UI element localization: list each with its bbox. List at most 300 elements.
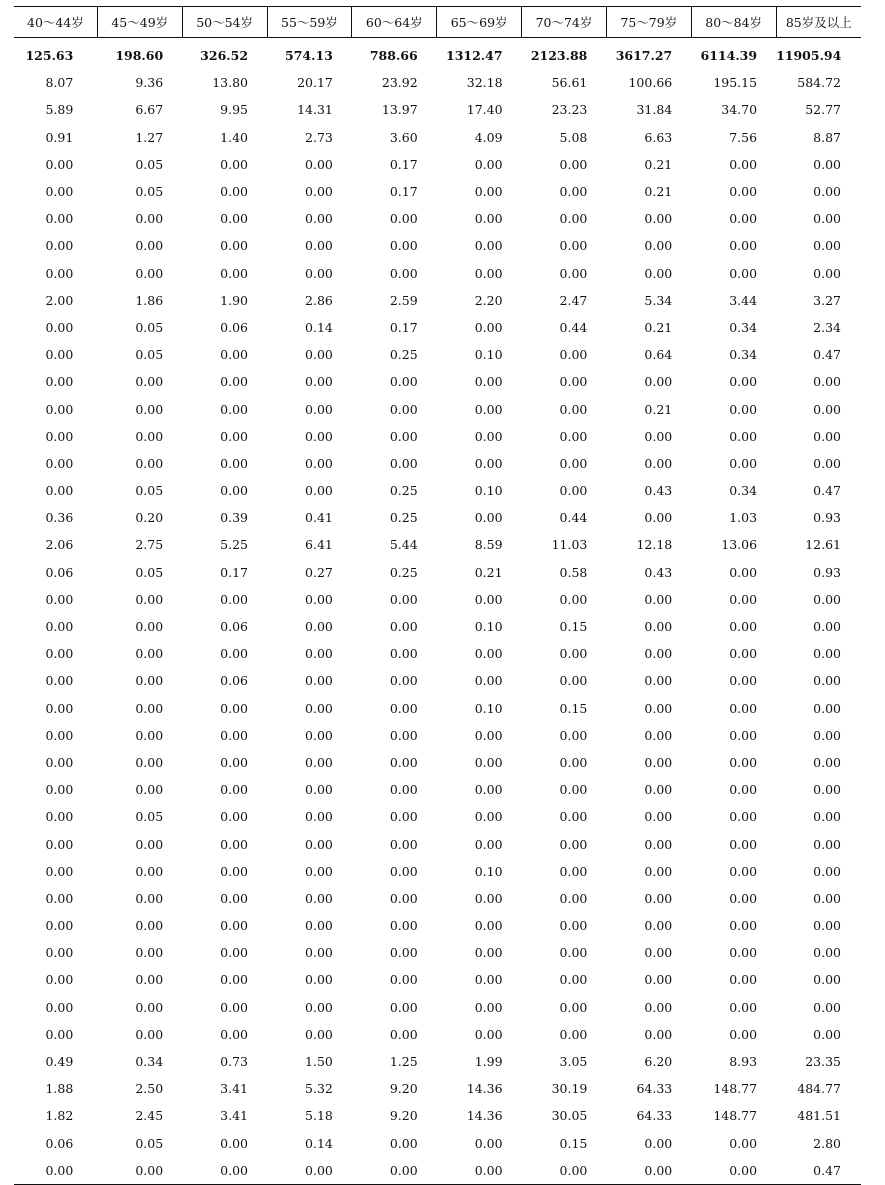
table-cell: 0.00 <box>474 972 503 988</box>
table-row <box>14 613 861 640</box>
table-cell: 0.00 <box>305 374 333 390</box>
table-cell: 0.00 <box>474 782 503 798</box>
table-row <box>14 368 861 395</box>
table-cell: 1312.47 <box>446 48 503 64</box>
table-cell: 0.47 <box>813 347 841 363</box>
table-cell: 8.07 <box>45 75 74 91</box>
table-cell: 0.00 <box>474 1026 503 1042</box>
table-cell: 0.00 <box>220 401 249 417</box>
table-cell: 0.00 <box>135 401 164 417</box>
table-cell: 0.00 <box>813 156 841 172</box>
table-cell: 0.00 <box>45 945 74 961</box>
table-cell: 0.00 <box>729 890 758 906</box>
table-cell: 23.92 <box>381 75 418 91</box>
table-cell: 0.00 <box>729 700 758 716</box>
table-row <box>14 1021 861 1048</box>
table-cell: 0.25 <box>389 510 418 526</box>
table-cell: 5.44 <box>389 537 418 553</box>
table-cell: 0.00 <box>813 401 841 417</box>
table-row <box>14 260 861 287</box>
table-cell: 0.00 <box>389 619 418 635</box>
table-cell: 0.00 <box>45 455 74 471</box>
table-cell: 0.00 <box>45 782 74 798</box>
table-cell: 0.00 <box>474 238 503 254</box>
table-cell: 0.00 <box>559 483 588 499</box>
table-cell: 0.00 <box>606 1157 691 1185</box>
table-cell: 0.00 <box>474 918 503 934</box>
table-cell: 0.00 <box>267 1157 352 1185</box>
table-cell: 0.00 <box>45 211 74 227</box>
table-cell: 481.51 <box>797 1108 841 1124</box>
table-cell: 30.19 <box>551 1081 588 1097</box>
table-cell: 2.86 <box>305 292 333 308</box>
table-cell: 0.00 <box>45 836 74 852</box>
table-body <box>14 38 861 1185</box>
table-cell: 0.00 <box>644 890 673 906</box>
table-cell: 0.00 <box>729 184 758 200</box>
table-cell: 148.77 <box>713 1108 758 1124</box>
table-cell: 198.60 <box>115 48 164 64</box>
table-cell: 0.15 <box>559 700 588 716</box>
table-cell: 0.00 <box>135 1026 164 1042</box>
table-cell: 0.00 <box>559 401 588 417</box>
table-cell: 1.03 <box>729 510 758 526</box>
table-cell: 0.00 <box>135 673 164 689</box>
table-cell: 0.06 <box>45 564 74 580</box>
table-cell: 0.00 <box>813 238 841 254</box>
table-cell: 100.66 <box>628 75 673 91</box>
table-cell: 0.00 <box>522 1157 607 1185</box>
table-cell: 0.00 <box>729 999 758 1015</box>
table-cell: 0.00 <box>644 428 673 444</box>
table-cell: 0.00 <box>305 945 333 961</box>
table-cell: 0.00 <box>813 211 841 227</box>
table-cell: 0.47 <box>776 1157 861 1185</box>
table-cell: 0.41 <box>305 510 333 526</box>
table-cell: 0.00 <box>389 890 418 906</box>
column-header: 65～69岁 <box>437 7 522 38</box>
table-cell: 0.00 <box>45 646 74 662</box>
table-header <box>14 7 861 38</box>
table-row <box>14 1102 861 1129</box>
table-cell: 0.00 <box>559 673 588 689</box>
table-cell: 6.20 <box>644 1054 673 1070</box>
table-cell: 0.00 <box>729 428 758 444</box>
table-cell: 20.17 <box>297 75 333 91</box>
table-cell: 0.14 <box>305 1135 333 1151</box>
table-cell: 0.00 <box>474 836 503 852</box>
table-cell: 1.40 <box>220 129 249 145</box>
table-cell: 0.64 <box>644 347 673 363</box>
table-cell: 0.00 <box>813 646 841 662</box>
table-cell: 0.00 <box>220 184 249 200</box>
table-cell: 0.00 <box>474 184 503 200</box>
table-cell: 0.00 <box>644 918 673 934</box>
table-cell: 0.00 <box>474 945 503 961</box>
table-cell: 0.00 <box>813 1026 841 1042</box>
table-row <box>14 314 861 341</box>
table-cell: 52.77 <box>805 102 841 118</box>
table-cell: 0.05 <box>135 156 164 172</box>
table-cell: 13.06 <box>721 537 758 553</box>
table-cell: 0.00 <box>813 455 841 471</box>
table-cell: 0.00 <box>813 809 841 825</box>
table-row <box>14 885 861 912</box>
table-cell: 30.05 <box>551 1108 588 1124</box>
table-cell: 1.90 <box>220 292 249 308</box>
table-cell: 0.00 <box>220 646 249 662</box>
table-cell: 0.00 <box>813 591 841 607</box>
table-cell: 0.00 <box>220 945 249 961</box>
table-cell: 574.13 <box>285 48 333 64</box>
table-cell: 0.00 <box>135 211 164 227</box>
table-cell: 0.00 <box>644 863 673 879</box>
table-cell: 0.00 <box>45 347 74 363</box>
table-cell: 0.00 <box>729 646 758 662</box>
table-cell: 0.00 <box>474 156 503 172</box>
table-cell: 0.00 <box>305 890 333 906</box>
table-row <box>14 205 861 232</box>
table-cell: 11.03 <box>551 537 588 553</box>
table-cell: 0.47 <box>813 483 841 499</box>
table-cell: 0.93 <box>813 564 841 580</box>
table-cell: 0.00 <box>389 401 418 417</box>
table-row <box>14 151 861 178</box>
header-row <box>14 7 861 38</box>
table-cell: 0.00 <box>729 401 758 417</box>
table-cell: 9.20 <box>389 1108 418 1124</box>
table-cell: 0.00 <box>729 918 758 934</box>
table-row <box>14 912 861 939</box>
table-cell: 2.75 <box>135 537 164 553</box>
table-cell: 0.00 <box>305 265 333 281</box>
table-cell: 14.31 <box>297 102 333 118</box>
table-cell: 0.00 <box>559 211 588 227</box>
table-row <box>14 287 861 314</box>
table-cell: 0.00 <box>474 754 503 770</box>
table-cell: 0.00 <box>559 863 588 879</box>
table-cell: 0.17 <box>220 564 249 580</box>
table-cell: 0.00 <box>813 184 841 200</box>
table-cell: 0.00 <box>389 918 418 934</box>
table-row <box>14 1130 861 1157</box>
table-cell: 0.00 <box>729 782 758 798</box>
table-cell: 0.00 <box>135 619 164 635</box>
table-cell: 0.00 <box>220 374 249 390</box>
table-cell: 0.00 <box>729 211 758 227</box>
table-cell: 0.00 <box>389 455 418 471</box>
table-cell: 0.00 <box>45 754 74 770</box>
table-cell: 0.00 <box>45 999 74 1015</box>
table-cell: 0.00 <box>220 836 249 852</box>
table-cell: 0.00 <box>135 428 164 444</box>
table-row <box>14 640 861 667</box>
table-cell: 0.00 <box>305 863 333 879</box>
table-cell: 0.00 <box>729 619 758 635</box>
table-cell: 0.00 <box>389 863 418 879</box>
table-cell: 0.00 <box>729 564 758 580</box>
table-cell: 0.00 <box>644 782 673 798</box>
table-cell: 148.77 <box>713 1081 758 1097</box>
table-row <box>14 450 861 477</box>
table-cell: 0.00 <box>691 1157 776 1185</box>
table-cell: 484.77 <box>797 1081 841 1097</box>
table-cell: 0.00 <box>389 238 418 254</box>
table-cell: 0.00 <box>813 836 841 852</box>
table-cell: 12.18 <box>636 537 673 553</box>
table-cell: 0.00 <box>813 673 841 689</box>
table-cell: 0.00 <box>729 1135 758 1151</box>
table-cell: 0.00 <box>813 265 841 281</box>
table-cell: 0.00 <box>305 401 333 417</box>
table-cell: 0.00 <box>220 347 249 363</box>
table-cell: 0.00 <box>729 863 758 879</box>
table-row <box>14 124 861 151</box>
table-cell: 1.82 <box>45 1108 74 1124</box>
table-cell: 0.21 <box>644 184 673 200</box>
table-cell: 5.25 <box>220 537 249 553</box>
table-cell: 0.00 <box>644 700 673 716</box>
table-cell: 8.87 <box>813 129 841 145</box>
table-cell: 11905.94 <box>776 48 842 64</box>
table-cell: 0.00 <box>644 836 673 852</box>
table-cell: 0.73 <box>220 1054 249 1070</box>
table-cell: 0.00 <box>559 890 588 906</box>
table-cell: 0.00 <box>45 238 74 254</box>
table-cell: 0.00 <box>305 673 333 689</box>
table-cell: 0.25 <box>389 347 418 363</box>
table-cell: 0.00 <box>559 646 588 662</box>
table-cell: 64.33 <box>636 1108 673 1124</box>
table-row <box>14 477 861 504</box>
table-cell: 0.00 <box>389 945 418 961</box>
table-cell: 2.00 <box>45 292 74 308</box>
table-cell: 0.00 <box>305 999 333 1015</box>
table-cell: 0.00 <box>389 646 418 662</box>
table-cell: 0.10 <box>474 700 503 716</box>
table-cell: 0.00 <box>45 483 74 499</box>
table-cell: 0.00 <box>45 184 74 200</box>
table-cell: 2.59 <box>389 292 418 308</box>
table-cell: 0.00 <box>559 836 588 852</box>
table-cell: 0.00 <box>389 428 418 444</box>
table-cell: 0.21 <box>644 401 673 417</box>
table-cell: 0.00 <box>559 782 588 798</box>
table-cell: 0.00 <box>729 836 758 852</box>
table-row <box>14 504 861 531</box>
table-cell: 0.00 <box>220 1135 249 1151</box>
table-cell: 6.63 <box>644 129 673 145</box>
table-cell: 0.00 <box>220 809 249 825</box>
table-cell: 0.00 <box>474 999 503 1015</box>
table-cell: 0.05 <box>135 809 164 825</box>
table-cell: 0.00 <box>644 754 673 770</box>
table-cell: 0.00 <box>559 972 588 988</box>
table-cell: 8.59 <box>474 537 503 553</box>
table-cell: 0.34 <box>729 483 758 499</box>
table-cell: 0.00 <box>389 999 418 1015</box>
table-cell: 0.00 <box>220 455 249 471</box>
table-cell: 0.00 <box>644 646 673 662</box>
table-cell: 0.00 <box>474 890 503 906</box>
table-cell: 0.00 <box>813 945 841 961</box>
table-cell: 0.00 <box>135 945 164 961</box>
table-cell: 0.00 <box>389 591 418 607</box>
table-row <box>14 939 861 966</box>
table-cell: 64.33 <box>636 1081 673 1097</box>
table-cell: 0.00 <box>305 619 333 635</box>
table-cell: 0.00 <box>305 591 333 607</box>
table-cell: 0.00 <box>644 211 673 227</box>
table-cell: 0.00 <box>644 619 673 635</box>
table-cell: 0.00 <box>729 455 758 471</box>
table-cell: 3.41 <box>220 1081 249 1097</box>
table-cell: 3.05 <box>559 1054 588 1070</box>
table-cell: 2.50 <box>135 1081 164 1097</box>
table-row <box>14 96 861 123</box>
table-cell: 0.00 <box>220 999 249 1015</box>
table-cell: 0.00 <box>305 211 333 227</box>
table-cell: 0.00 <box>220 863 249 879</box>
table-cell: 3.44 <box>729 292 758 308</box>
table-cell: 0.00 <box>644 591 673 607</box>
table-row <box>14 559 861 586</box>
table-cell: 0.00 <box>220 591 249 607</box>
table-cell: 0.00 <box>220 1026 249 1042</box>
table-cell: 0.00 <box>474 211 503 227</box>
table-cell: 0.00 <box>559 809 588 825</box>
table-cell: 0.21 <box>644 156 673 172</box>
table-cell: 0.00 <box>644 455 673 471</box>
table-cell: 0.43 <box>644 564 673 580</box>
table-cell: 0.00 <box>305 184 333 200</box>
table-cell: 0.00 <box>559 727 588 743</box>
table-cell: 5.08 <box>559 129 588 145</box>
table-cell: 0.00 <box>644 238 673 254</box>
table-row <box>14 667 861 694</box>
table-cell: 0.00 <box>45 401 74 417</box>
table-row <box>14 423 861 450</box>
table-cell: 0.00 <box>220 727 249 743</box>
table-cell: 2.20 <box>474 292 503 308</box>
column-header: 70～74岁 <box>522 7 607 38</box>
table-cell: 0.00 <box>305 238 333 254</box>
table-cell: 0.21 <box>644 319 673 335</box>
table-cell: 0.00 <box>644 374 673 390</box>
table-cell: 0.00 <box>813 727 841 743</box>
table-cell: 0.36 <box>45 510 74 526</box>
table-cell: 0.00 <box>813 918 841 934</box>
table-cell: 0.00 <box>729 265 758 281</box>
table-cell: 0.00 <box>729 809 758 825</box>
table-cell: 0.00 <box>389 374 418 390</box>
table-cell: 0.00 <box>559 999 588 1015</box>
table-row <box>14 178 861 205</box>
table-cell: 9.36 <box>135 75 164 91</box>
table-cell: 0.00 <box>644 727 673 743</box>
table-row <box>14 776 861 803</box>
table-cell: 0.05 <box>135 184 164 200</box>
table-cell: 0.00 <box>437 1157 522 1185</box>
table-cell: 3.41 <box>220 1108 249 1124</box>
table-cell: 34.70 <box>721 102 758 118</box>
table-cell: 0.00 <box>729 754 758 770</box>
table-cell: 0.00 <box>45 727 74 743</box>
rate-table <box>14 6 861 1185</box>
table-cell: 0.00 <box>644 972 673 988</box>
table-cell: 0.00 <box>352 1157 437 1185</box>
table-cell: 0.00 <box>644 1135 673 1151</box>
table-cell: 0.34 <box>729 319 758 335</box>
table-cell: 0.00 <box>389 782 418 798</box>
table-cell: 0.00 <box>305 727 333 743</box>
table-cell: 0.00 <box>389 700 418 716</box>
table-cell: 0.14 <box>305 319 333 335</box>
table-cell: 0.49 <box>45 1054 74 1070</box>
column-header: 85岁及以上 <box>776 7 861 38</box>
table-cell: 0.27 <box>305 564 333 580</box>
table-cell: 0.00 <box>45 591 74 607</box>
table-cell: 0.00 <box>305 1026 333 1042</box>
table-cell: 5.18 <box>305 1108 333 1124</box>
table-cell: 5.32 <box>305 1081 333 1097</box>
table-cell: 195.15 <box>713 75 758 91</box>
table-cell: 0.00 <box>644 673 673 689</box>
table-cell: 6114.39 <box>700 48 758 64</box>
table-cell: 0.00 <box>135 455 164 471</box>
table-cell: 0.00 <box>474 374 503 390</box>
table-cell: 56.61 <box>551 75 588 91</box>
table-cell: 0.00 <box>729 156 758 172</box>
table-cell: 0.00 <box>813 863 841 879</box>
table-cell: 0.00 <box>135 918 164 934</box>
table-cell: 0.00 <box>474 646 503 662</box>
column-header: 45～49岁 <box>97 7 182 38</box>
table-cell: 0.00 <box>45 918 74 934</box>
table-cell: 9.20 <box>389 1081 418 1097</box>
table-cell: 0.00 <box>135 238 164 254</box>
table-cell: 0.00 <box>474 319 503 335</box>
table-cell: 0.00 <box>182 1157 267 1185</box>
table-cell: 0.00 <box>305 809 333 825</box>
table-cell: 0.00 <box>644 809 673 825</box>
table-row <box>14 803 861 830</box>
table-row <box>14 1075 861 1102</box>
table-cell: 0.00 <box>474 455 503 471</box>
table-cell: 1.27 <box>135 129 164 145</box>
total-row <box>14 38 861 70</box>
table-cell: 0.00 <box>474 1135 503 1151</box>
table-cell: 0.91 <box>45 129 74 145</box>
table-cell: 0.00 <box>474 265 503 281</box>
table-cell: 0.00 <box>45 265 74 281</box>
table-cell: 0.58 <box>559 564 588 580</box>
table-cell: 0.00 <box>135 836 164 852</box>
table-cell: 0.00 <box>559 754 588 770</box>
table-cell: 0.00 <box>305 836 333 852</box>
table-row <box>14 966 861 993</box>
table-cell: 0.00 <box>474 809 503 825</box>
table-cell: 0.00 <box>97 1157 182 1185</box>
table-cell: 0.00 <box>813 700 841 716</box>
table-cell: 0.00 <box>45 863 74 879</box>
table-cell: 0.00 <box>729 238 758 254</box>
table-cell: 0.00 <box>135 972 164 988</box>
table-cell: 0.00 <box>45 319 74 335</box>
table-cell: 0.00 <box>45 1026 74 1042</box>
table-cell: 0.00 <box>220 238 249 254</box>
table-cell: 0.00 <box>559 374 588 390</box>
